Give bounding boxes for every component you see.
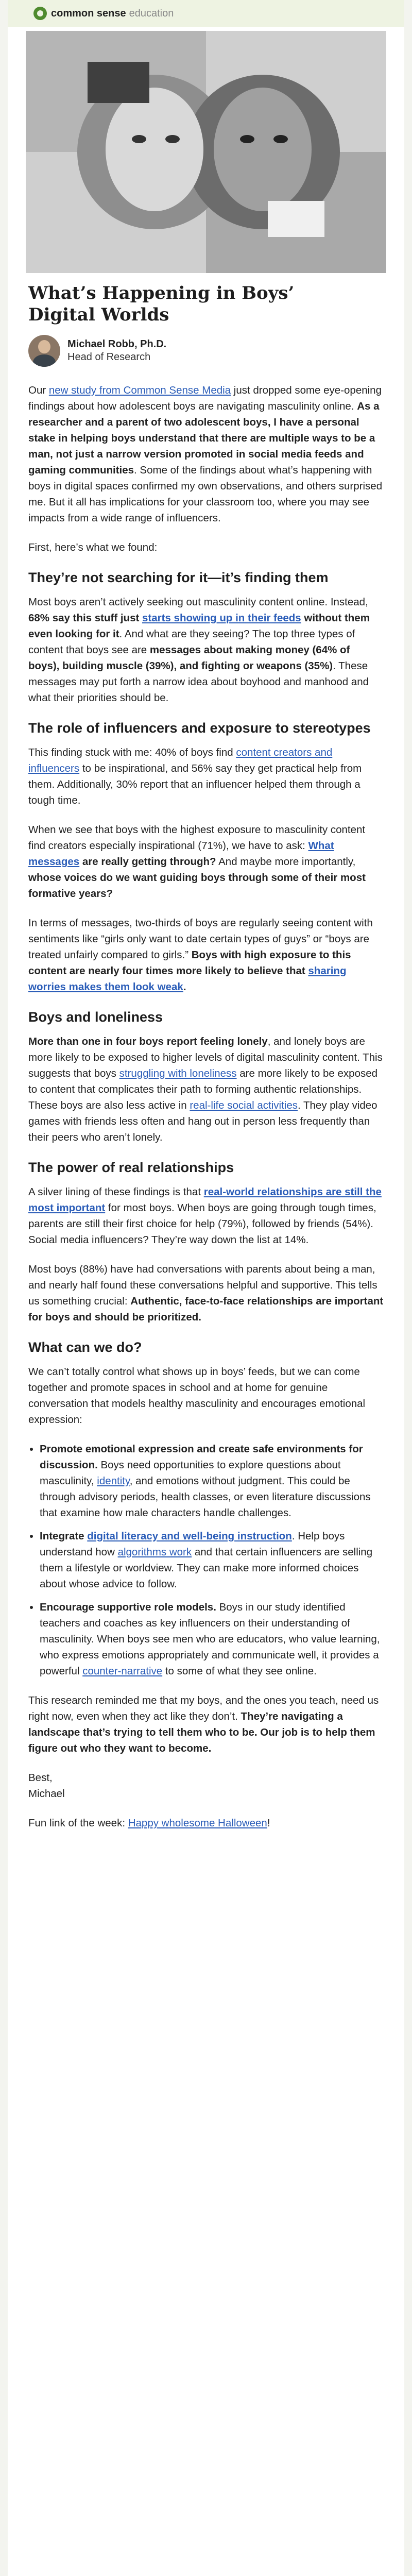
section-heading-relationships: The power of real relationships [28, 1160, 234, 1175]
brand-logo[interactable] [33, 7, 174, 20]
text: When we see that boys with the highest exposure to masculinity content find creators especially inspirational (71%), we have to ask: [28, 824, 366, 852]
text: for most boys. When boys are going through tough times, parents are still their first choice for help (79%), followed by friends (54%). Social media influencers? They’re way down the list at 14%. [28, 1202, 376, 1246]
text: . And what are they seeing? The top three types of content that boys see are [28, 628, 355, 656]
article-title: What’s Happening in Boys’ Digital Worlds [28, 283, 295, 325]
section-heading-loneliness: Boys and loneliness [28, 1009, 163, 1025]
text: without them even looking for it [28, 612, 370, 640]
article-body [28, 382, 384, 1844]
text: Integrate [40, 1530, 88, 1542]
text: . [183, 981, 186, 993]
halloween-link[interactable]: Happy wholesome Halloween [128, 1817, 267, 1829]
algorithms-link[interactable]: algorithms work [117, 1546, 192, 1558]
text: to be inspirational, and 56% say they get practical help from them. Additionally, 30% report that an influencer helped them through a tough time. [28, 762, 362, 806]
text: . These messages may put forth a narrow idea about boyhood and manhood and what their priorities should be. [28, 660, 369, 704]
text: . Help boys understand how [40, 1530, 345, 1558]
creators-link[interactable]: content creators and influencers [28, 747, 333, 774]
section-heading-influencers: The role of influencers and exposure to stereotypes [28, 720, 371, 736]
text-bold: Encourage supportive role models. [40, 1601, 219, 1613]
worries-link[interactable]: sharing worries makes them look weak [28, 965, 347, 993]
paragraph [28, 1184, 384, 1248]
text: , and emotions without judgment. This could be through advisory periods, health classes, or even literature discussions that examine how male characters handle challenges. [40, 1475, 371, 1519]
author-name: Michael Robb, Ph.D. [67, 338, 167, 350]
tip-item [40, 1528, 384, 1592]
text: Our [28, 384, 49, 396]
counter-narrative-link[interactable]: counter-narrative [82, 1665, 163, 1677]
section-heading-what-to-do: What can we do? [28, 1340, 142, 1355]
text: ! [267, 1817, 270, 1829]
text-bold: Promote emotional expression and create safe environments for discussion. [40, 1443, 363, 1471]
text: Boys with high exposure to this content are nearly four times more likely to believe that [28, 949, 351, 977]
text: Most boys (88%) have had conversations with parents about being a man, and nearly half found these conversations helpful and supportive. This tells us something crucial: [28, 1263, 377, 1307]
brand-sub: education [129, 7, 174, 19]
tips-list [40, 1441, 384, 1679]
paragraph [28, 1692, 384, 1756]
paragraph [28, 744, 384, 808]
text: are really getting through? [79, 856, 216, 868]
text: . They play video games with friends less often and hang out in person less frequently than their peers who aren’t lonely. [28, 1099, 377, 1143]
text: , and lonely boys are more likely to be exposed to higher levels of digital masculinity content. This suggests that boys [28, 1036, 383, 1079]
text: This finding stuck with me: 40% of boys find [28, 747, 236, 758]
feeds-link[interactable]: starts showing up in their feeds [142, 612, 301, 624]
signoff-name: Michael [28, 1788, 65, 1800]
text: And maybe more importantly, [216, 856, 356, 868]
text-bold: As a researcher and a parent of two adolescent boys, I have a personal stake in helping boys understand that there are multiple ways to be a man, not just a narrow version promoted in social media feeds and gaming communities [28, 400, 380, 476]
text: This research reminded me that my boys, and the ones you teach, need us right now, even when they act like they don’t. [28, 1694, 379, 1722]
messages-link[interactable]: What messages [28, 840, 334, 868]
text-bold [40, 1530, 292, 1542]
paragraph [28, 822, 384, 902]
author-text [67, 338, 166, 363]
identity-link[interactable]: identity [97, 1475, 130, 1487]
common-sense-logo-icon [33, 7, 47, 20]
text: and that certain influencers are selling them a lifestyle or worldview. They can make more informed choices about whose advice to follow. [40, 1546, 373, 1590]
paragraph [28, 1033, 384, 1145]
loneliness-link[interactable]: struggling with loneliness [119, 1067, 237, 1079]
tip-item [40, 1441, 384, 1521]
paragraph [28, 594, 384, 706]
text-bold: More than one in four boys report feeling lonely [28, 1036, 268, 1047]
text: Boys in our study identified teachers and coaches as key influencers on their understanding of masculinity. [40, 1601, 350, 1645]
text: 68% say this stuff just [28, 612, 143, 624]
paragraph: We can’t totally control what shows up in boys’ feeds, but we can come together and promote spaces in school and at home for genuine conversation that models healthy masculinity and encourages emotional expression: [28, 1366, 366, 1426]
text: In terms of messages, two-thirds of boys are regularly seeing content with sentiments like “girls only want to date certain types of guys” or “boys are treated unfairly compared to girls.” [28, 917, 373, 961]
findings-intro: First, here’s what we found: [28, 541, 158, 553]
social-activities-link[interactable]: real-life social activities [190, 1099, 298, 1111]
signoff-greeting: Best, [28, 1772, 53, 1784]
brand-name: common sense [51, 7, 126, 19]
text: Fun link of the week: [28, 1817, 128, 1829]
text: are more likely to be exposed to content that complicates their path to forming authentic relationships. These boys are also less active in [28, 1067, 378, 1111]
text: A silver lining of these findings is that [28, 1186, 204, 1198]
author-avatar [28, 335, 60, 367]
paragraph [28, 1261, 384, 1325]
digital-literacy-link[interactable]: digital literacy and well-being instruction [87, 1530, 292, 1542]
author-role: Head of Research [67, 351, 151, 363]
fun-link-paragraph [28, 1815, 384, 1831]
signoff [28, 1770, 384, 1802]
relationships-link[interactable]: real-world relationships are still the most important [28, 1186, 382, 1214]
hero-image [26, 31, 386, 273]
section-heading-search: They’re not searching for it—it’s finding them [28, 570, 329, 585]
email-header [8, 0, 404, 27]
text: . Some of the findings about what’s happening with boys in digital spaces confirmed my own observations, and others surprised me. But it all has implications for your classroom too, where you may see impacts from a wide range of influencers. [28, 464, 383, 524]
text: to some of what they see online. [162, 1665, 317, 1677]
text: Most boys aren’t actively seeking out masculinity content online. Instead, [28, 596, 368, 608]
text-bold: They’re navigating a landscape that’s trying to tell them who to be. Our job is to help them figure out who they want to become. [28, 1710, 375, 1754]
text: just dropped some eye-opening findings about how adolescent boys are navigating masculinity online. [28, 384, 382, 412]
intro-paragraph [28, 382, 384, 526]
tip-item [40, 1599, 384, 1679]
text-bold: whose voices do we want guiding boys through some of their most formative years? [28, 872, 366, 900]
text: When boys see men who are educators, who value learning, who express emotions appropriately and communicate well, it provides a powerful [40, 1633, 380, 1677]
paragraph [28, 915, 384, 995]
text: Boys need opportunities to explore questions about masculinity, [40, 1459, 341, 1487]
text-bold: Authentic, face-to-face relationships are important for boys and should be prioritized. [28, 1295, 384, 1323]
study-link[interactable]: new study from Common Sense Media [48, 384, 231, 396]
text-bold: messages about making money (64% of boys), building muscle (39%), and fighting or weapons (35%) [28, 644, 350, 672]
author-block [28, 335, 166, 367]
